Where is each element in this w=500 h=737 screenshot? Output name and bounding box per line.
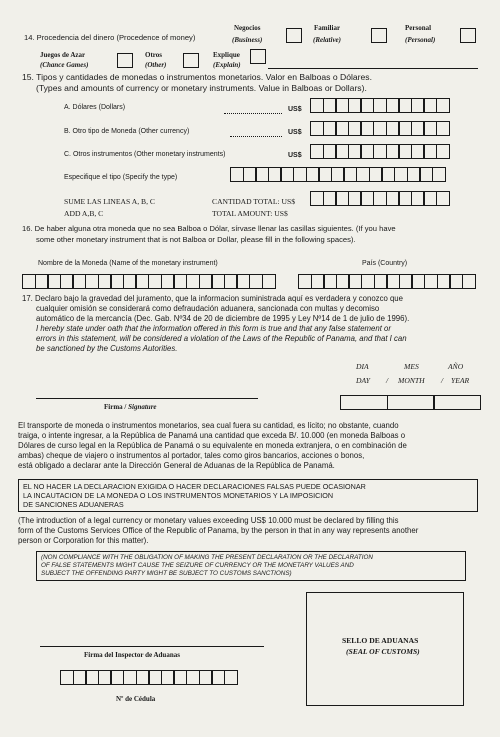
other-instruments-amount-cells[interactable] (310, 144, 449, 159)
notice-en: (The introduction of a legal currency or monetary values exceeding US$ 10.000 must be declared by filling this form of the Customs Services Office of the Republic of Panama, by the person in that in any way represents another person or Corporation for this matter). (18, 516, 419, 545)
explain-label-en: (Explain) (213, 61, 241, 69)
other-currency-label: B. Otro tipo de Moneda (Other currency) (64, 128, 190, 135)
inspector-id-cells[interactable] (60, 670, 237, 685)
q15-line2: (Types and amounts of currency or monetary instruments. Value in Balboas or Dollars). (36, 83, 367, 93)
signature-line[interactable] (36, 398, 258, 399)
signature-label: Firma / Signature (104, 403, 157, 411)
month-label: MES (404, 362, 419, 371)
personal-label-en: (Personal) (405, 36, 436, 44)
dollars-amount-cells[interactable] (310, 98, 449, 113)
seal-title: SELLO DE ADUANAS (342, 636, 419, 645)
other-currency-dots (230, 136, 282, 137)
personal-checkbox[interactable] (460, 28, 476, 43)
seal-title-en: (SEAL OF CUSTOMS) (346, 647, 420, 656)
q15-line1: 15. Tipos y cantidades de monedas o instrumentos monetarios. Valor en Balboas o Dólares. (22, 72, 372, 82)
currency-name-cells[interactable] (22, 274, 274, 289)
date-cells[interactable] (340, 395, 480, 410)
total-label-en: TOTAL AMOUNT: US$ (212, 209, 288, 218)
total-amount-cells[interactable] (310, 191, 449, 206)
q17-declaration: 17. Declaro bajo la gravedad del juramento, que la informacion suministrada aquí es verdadera y conozco que cualquier omisión se considerará como defraudación aduanera, sancionada con multas y decomiso automático de la mercancía (Dec. Gab. Nº34 de 20 de diciembre de 1995 y Ley Nº14 de 1 de julio de 1996). I hereby state under oath that the information offered in this form is true and that any false statement or errors in this statement, will be considered a violation of the Laws of the Republic of Panama, and that I can be sanctioned by the Customs Autorities. (22, 294, 410, 353)
inspector-id-label: Nº de Cédula (116, 695, 156, 703)
warning-box-en: (NON COMPLIANCE WITH THE OBLIGATION OF MAKING THE PRESENT DECLARATION OR THE DECLARATION OF FALSE STATEMENTS MIGHT CAUSE THE SEIZURE OF CURRENCY OR THE MONETARY VALUES AND SUBJECT THE OFFENDING PARTY MIGHT BE SUBJECT TO CUSTOMS SANCTIONS) (36, 551, 466, 581)
dollars-label: A. Dólares (Dollars) (64, 104, 126, 111)
other-label-en: (Other) (145, 61, 167, 69)
explain-checkbox[interactable] (250, 49, 266, 64)
family-label: Familiar (314, 24, 341, 32)
country-cells[interactable] (298, 274, 475, 289)
business-label: Negocios (234, 24, 261, 32)
dollars-us: US$ (288, 106, 302, 113)
month-label-en: MONTH (398, 376, 425, 385)
date-sep-1: / (386, 376, 389, 385)
explain-line[interactable] (268, 68, 478, 69)
currency-name-label: Nombre de la Moneda (Name of the monetary instrument) (38, 260, 218, 267)
business-checkbox[interactable] (286, 28, 302, 43)
year-label-en: YEAR (451, 376, 470, 385)
day-label-en: DAY (356, 376, 370, 385)
day-label: DIA (356, 362, 369, 371)
inspector-signature-label: Firma del Inspector de Aduanas (84, 651, 180, 659)
business-label-en: (Business) (232, 36, 263, 44)
q16-line1: 16. De haber alguna otra moneda que no sea Balboa o Dólar, sírvase llenar las casillas siguientes. (If you have (22, 224, 396, 233)
other-instruments-us: US$ (288, 152, 302, 159)
other-label: Otros (145, 51, 162, 59)
specify-type-cells[interactable] (230, 167, 444, 182)
q16-line2: some other monetary instrument that is not Balboa or Dollar, please fill in the following spaces). (36, 235, 356, 244)
other-currency-amount-cells[interactable] (310, 121, 449, 136)
family-checkbox[interactable] (371, 28, 387, 43)
total-label-es: CANTIDAD TOTAL: US$ (212, 197, 296, 206)
chance-checkbox[interactable] (117, 53, 133, 68)
country-label: País (Country) (362, 260, 408, 267)
date-sep-2: / (441, 376, 444, 385)
q14-label: 14. Procedencia del dinero (Procedence of money) (24, 33, 196, 42)
specify-type-label: Especifique el tipo (Specify the type) (64, 174, 178, 181)
year-label: AÑO (448, 362, 464, 371)
dollars-dots (224, 113, 282, 114)
inspector-signature-line[interactable] (40, 646, 264, 647)
chance-label: Juegos de Azar (40, 51, 86, 59)
chance-label-en: (Chance Games) (40, 61, 89, 69)
other-instruments-label: C. Otros instrumentos (Other monetary instruments) (64, 151, 226, 158)
family-label-en: (Relative) (313, 36, 341, 44)
other-currency-us: US$ (288, 129, 302, 136)
other-checkbox[interactable] (183, 53, 199, 68)
sum-label-en: ADD A,B, C (64, 209, 104, 218)
personal-label: Personal (405, 24, 432, 32)
transport-notice: El transporte de moneda o instrumentos monetarios, sea cual fuera su cantidad, es lícito; no obstante, cuando traiga, o intente ingresar, a la República de Panamá una cantidad que exceda B/. 10.000 (en moneda Balboas o Dólares de curso legal en la República de Panamá o su equivalente en moneda extranjera, o en combinación de ambas) cheque de viajero o instrumentos al portador, tales como giros bancarios, acciones o bonos, está obligado a declarar ante la Dirección General de Aduanas de la República de Panamá. (18, 421, 407, 470)
explain-label: Explique (213, 51, 240, 59)
sum-label-es: SUME LAS LINEAS A, B, C (64, 197, 155, 206)
warning-box-es: EL NO HACER LA DECLARACION EXIGIDA O HACER DECLARACIONES FALSAS PUEDE OCASIONAR LA INCAUTACION DE LA MONEDA O LOS INSTRUMENTOS MONETARIOS Y LA IMPOSICION DE SANCIONES ADUANERAS (18, 479, 478, 512)
